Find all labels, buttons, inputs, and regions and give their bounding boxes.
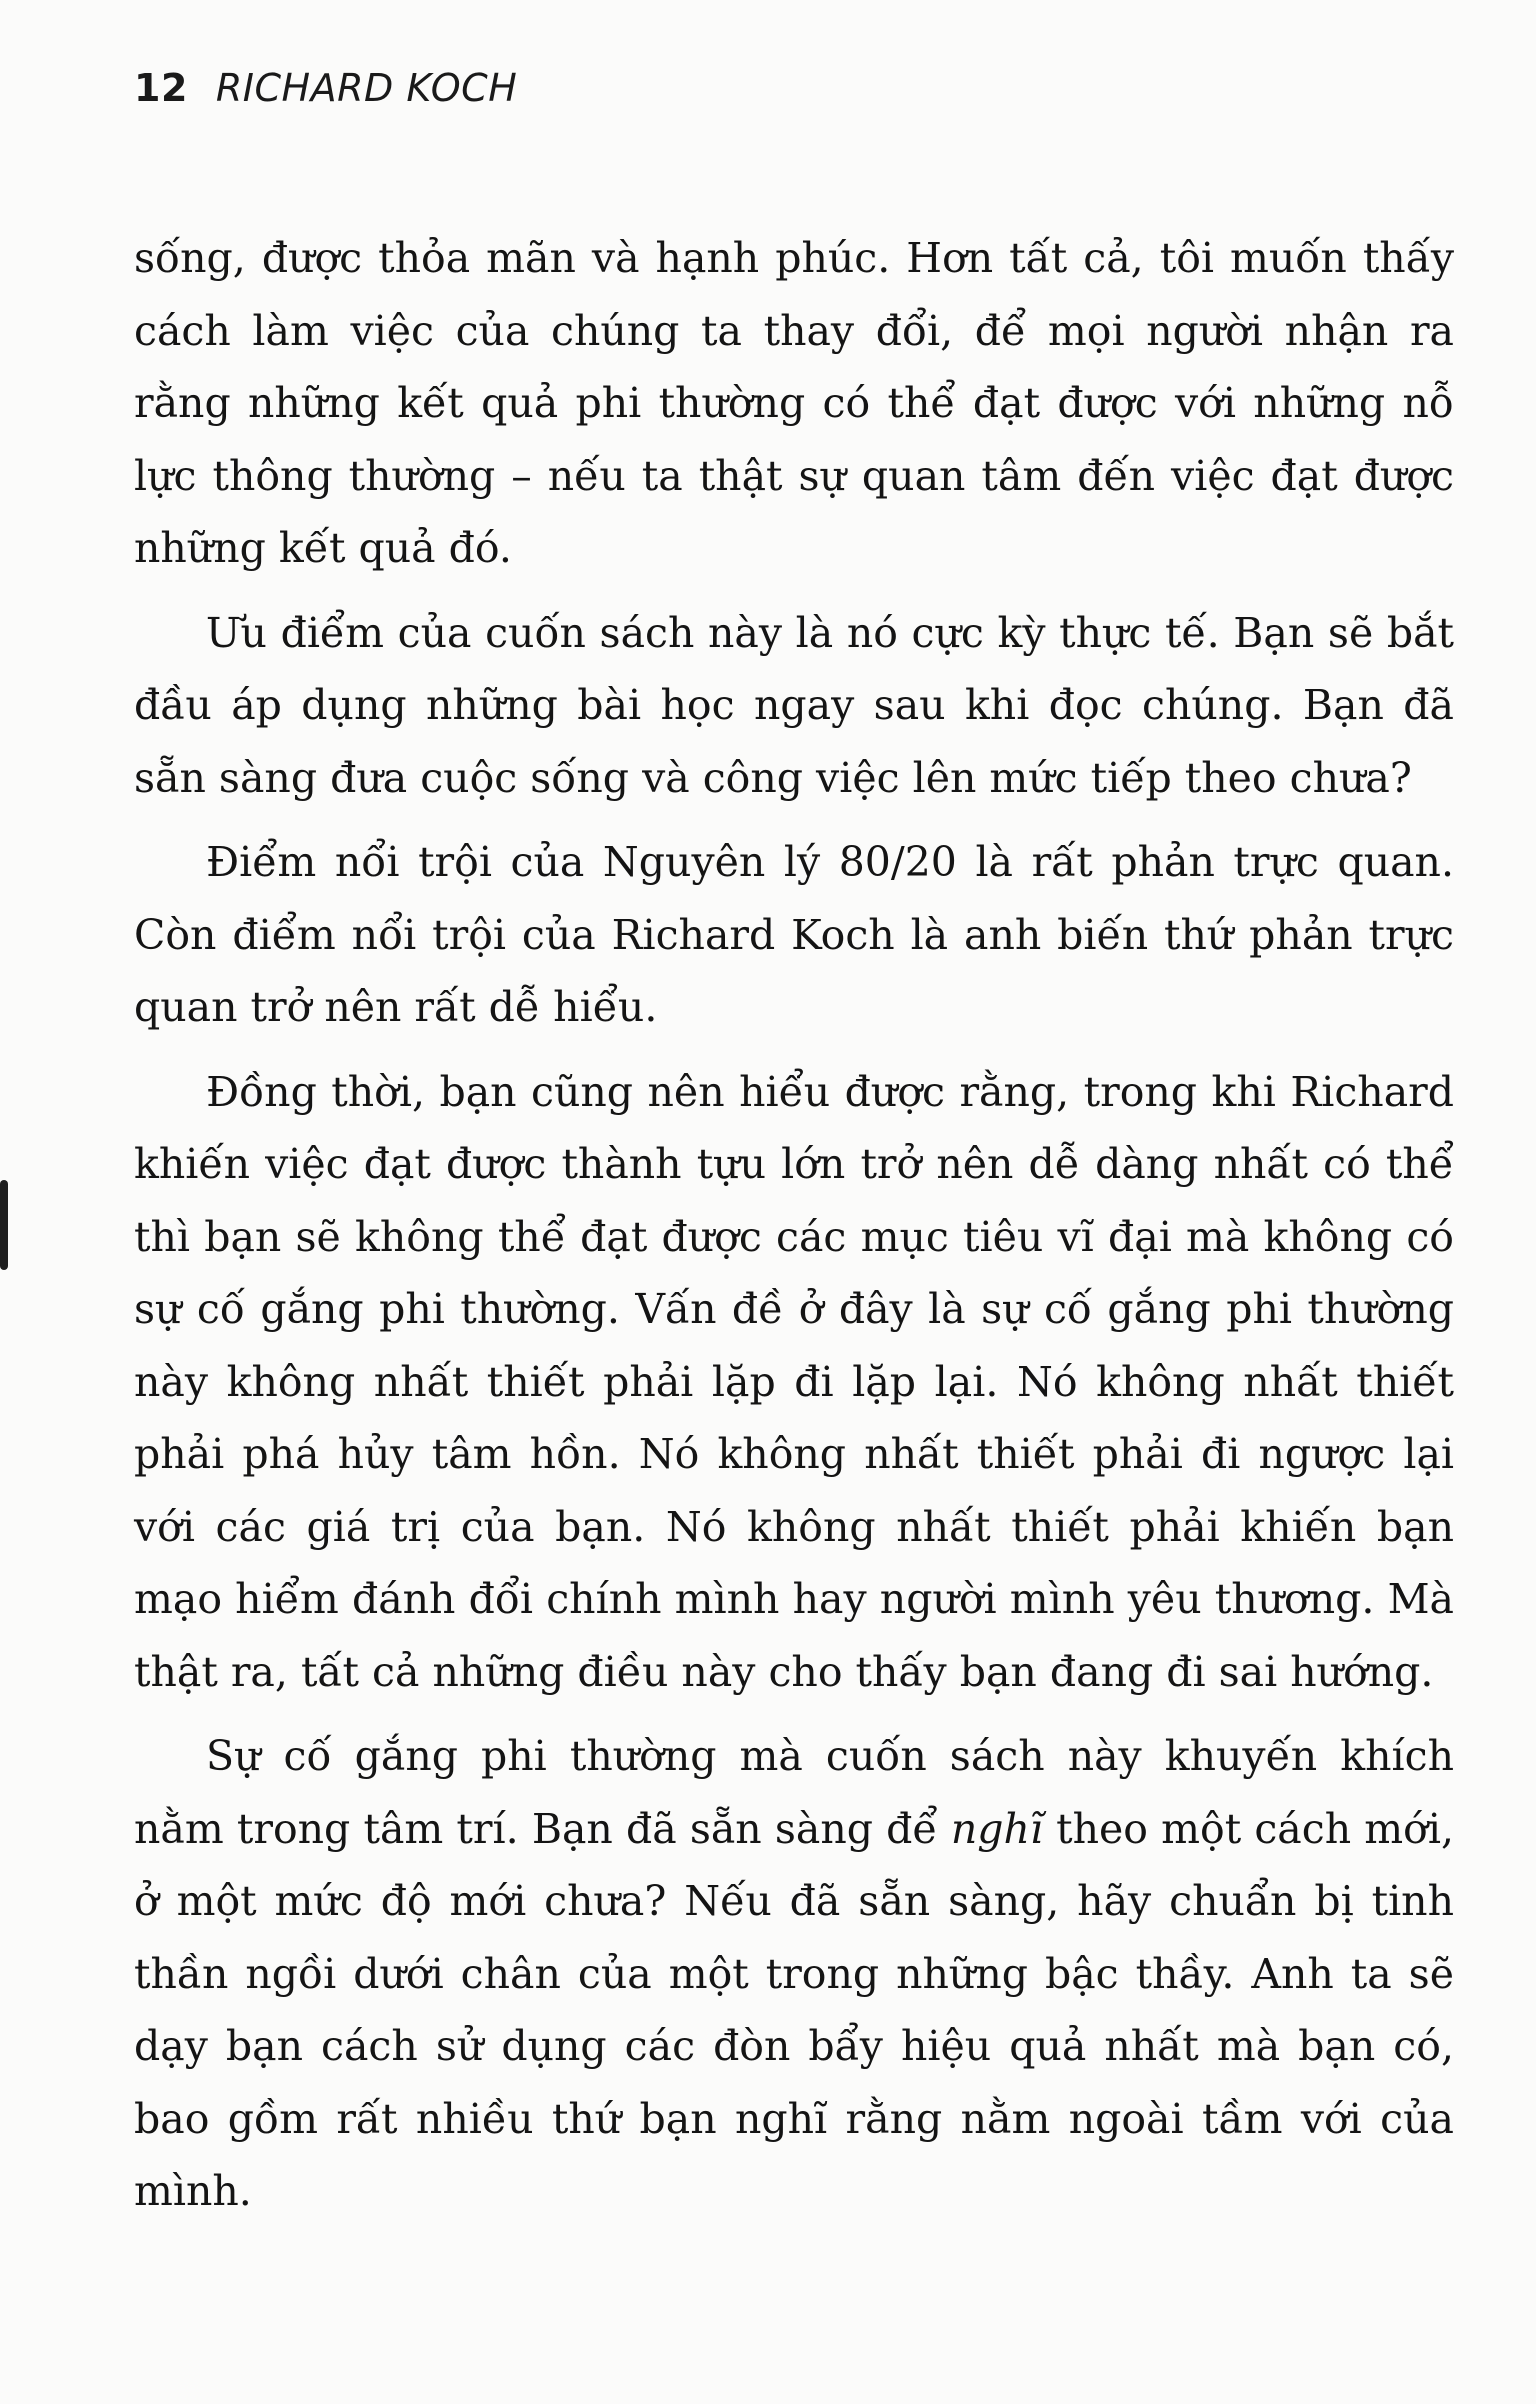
body-text xyxy=(134,222,1454,2240)
paragraph: Đồng thời, bạn cũng nên hiểu được rằng, trong khi Richard khiến việc đạt được thành tựu lớn trở nên dễ dàng nhất có thể thì bạn sẽ không thể đạt được các mục tiêu vĩ đại mà không có sự cố gắng phi thường. Vấn đề ở đây là sự cố gắng phi thường này không nhất thiết phải lặp đi lặp lại. Nó không nhất thiết phải phá hủy tâm hồn. Nó không nhất thiết phải đi ngược lại với các giá trị của bạn. Nó không nhất thiết phải khiến bạn mạo hiểm đánh đổi chính mình hay người mình yêu thương. Mà thật ra, tất cả những điều này cho thấy bạn đang đi sai hướng. xyxy=(134,1067,1454,1696)
paragraph-text: theo một cách mới, ở một mức độ mới chưa? Nếu đã sẵn sàng, hãy chuẩn bị tinh thần ngồi dưới chân của một trong những bậc thầy. Anh ta sẽ dạy bạn cách sử dụng các đòn bẩy hiệu quả nhất mà bạn có, bao gồm rất nhiều thứ bạn nghĩ rằng nằm ngoài tầm với của mình. xyxy=(134,1804,1454,2215)
paragraph-with-emphasis xyxy=(134,1720,1454,2228)
paragraph: Ưu điểm của cuốn sách này là nó cực kỳ thực tế. Bạn sẽ bắt đầu áp dụng những bài học ngay sau khi đọc chúng. Bạn đã sẵn sàng đưa cuộc sống và công việc lên mức tiếp theo chưa? xyxy=(134,608,1454,802)
page-binding-shadow xyxy=(0,1180,8,1270)
paragraph-text: Sự cố gắng phi thường mà cuốn sách này khuyến khích nằm trong tâm trí. Bạn đã sẵn sàng để xyxy=(134,1732,1454,1853)
page-number: 12 xyxy=(134,66,188,110)
running-header xyxy=(134,66,517,110)
paragraph: Điểm nổi trội của Nguyên lý 80/20 là rất phản trực quan. Còn điểm nổi trội của Richard Koch là anh biến thứ phản trực quan trở nên rất dễ hiểu. xyxy=(134,838,1454,1031)
paragraph-continued: sống, được thỏa mãn và hạnh phúc. Hơn tất cả, tôi muốn thấy cách làm việc của chúng ta thay đổi, để mọi người nhận ra rằng những kết quả phi thường có thể đạt được với những nỗ lực thông thường – nếu ta thật sự quan tâm đến việc đạt được những kết quả đó. xyxy=(134,234,1454,572)
author-name: RICHARD KOCH xyxy=(215,66,518,110)
emphasized-word: nghĩ xyxy=(950,1804,1043,1853)
